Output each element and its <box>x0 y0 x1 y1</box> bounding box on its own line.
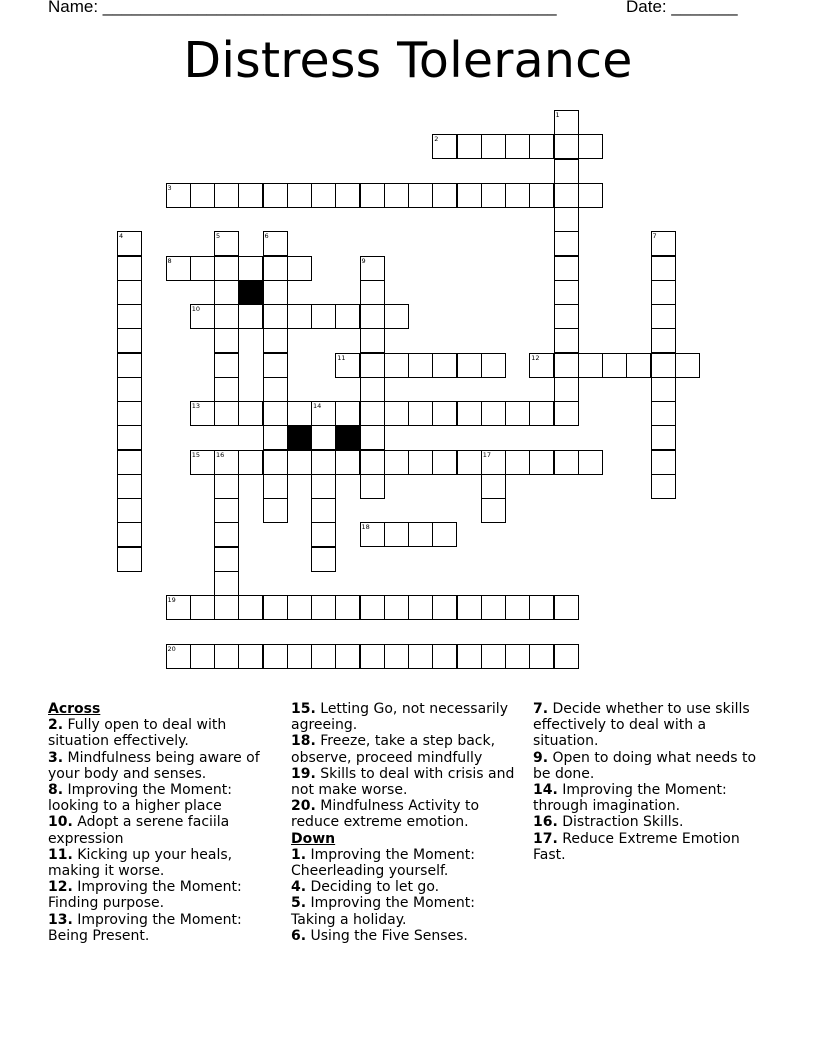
crossword-cell[interactable] <box>238 183 263 208</box>
crossword-cell[interactable] <box>432 522 457 547</box>
crossword-cell[interactable] <box>311 401 336 426</box>
clue-number-label: 19. <box>291 765 316 782</box>
crossword-cell[interactable] <box>554 110 579 135</box>
crossword-cell[interactable] <box>408 183 433 208</box>
crossword-cell[interactable] <box>263 425 288 450</box>
crossword-cell[interactable] <box>651 401 676 426</box>
crossword-cell[interactable] <box>117 450 142 475</box>
crossword-cell[interactable] <box>651 474 676 499</box>
crossword-cell[interactable] <box>505 644 530 669</box>
clue-item <box>291 798 523 830</box>
crossword-cell[interactable] <box>117 522 142 547</box>
crossword-cell[interactable] <box>384 353 409 378</box>
crossword-cell[interactable] <box>529 183 554 208</box>
crossword-cell[interactable] <box>360 256 385 281</box>
crossword-cell[interactable] <box>505 595 530 620</box>
clue-number-label: 6. <box>291 927 307 944</box>
crossword-cell[interactable] <box>287 183 312 208</box>
crossword-cell[interactable] <box>384 401 409 426</box>
crossword-cell[interactable] <box>554 231 579 256</box>
crossword-cell[interactable] <box>529 401 554 426</box>
down-heading: Down <box>291 830 336 847</box>
crossword-cell[interactable] <box>335 353 360 378</box>
crossword-cell[interactable] <box>481 450 506 475</box>
clue-item <box>291 879 523 895</box>
clue-text: Using the Five Senses. <box>306 927 468 944</box>
crossword-cell[interactable] <box>457 644 482 669</box>
crossword-cell[interactable] <box>166 256 191 281</box>
clue-text: Freeze, take a step back, observe, proceed mindfully <box>291 733 496 766</box>
crossword-cell[interactable] <box>529 134 554 159</box>
crossword-cell[interactable] <box>335 401 360 426</box>
crossword-cell[interactable] <box>117 498 142 523</box>
crossword-cell[interactable] <box>554 183 579 208</box>
crossword-cell[interactable] <box>190 401 215 426</box>
crossword-cell[interactable] <box>214 304 239 329</box>
crossword-cell[interactable] <box>287 450 312 475</box>
clue-text: Adopt a serene faciila expression <box>48 814 230 847</box>
clue-number-label: 1. <box>291 846 307 863</box>
crossword-cell[interactable] <box>214 401 239 426</box>
crossword-cell[interactable] <box>651 450 676 475</box>
clue-item <box>291 928 523 944</box>
crossword-cell[interactable] <box>432 134 457 159</box>
crossword-cell[interactable] <box>675 353 700 378</box>
clues-column-1 <box>48 701 280 944</box>
clue-text: Letting Go, not necessarily agreeing. <box>291 701 508 734</box>
crossword-cell[interactable] <box>263 450 288 475</box>
clue-number: 18 <box>361 523 370 532</box>
crossword-cell[interactable] <box>238 595 263 620</box>
clue-number-label: 15. <box>291 701 316 717</box>
clue-text: Open to doing what needs to be done. <box>533 749 757 782</box>
name-field-label: Name: ________________________________________________ <box>48 0 557 16</box>
crossword-cell[interactable] <box>529 450 554 475</box>
crossword-cell[interactable] <box>166 595 191 620</box>
page-title: Distress Tolerance <box>183 32 633 89</box>
crossword-cell[interactable] <box>360 183 385 208</box>
crossword-cell[interactable] <box>602 353 627 378</box>
crossword-cell[interactable] <box>238 450 263 475</box>
crossword-cell[interactable] <box>457 353 482 378</box>
clue-item <box>48 879 280 911</box>
crossword-cell[interactable] <box>190 450 215 475</box>
crossword-cell[interactable] <box>311 547 336 572</box>
crossword-cell[interactable] <box>481 353 506 378</box>
crossword-cell[interactable] <box>651 425 676 450</box>
clue-number-label: 10. <box>48 814 73 831</box>
crossword-cell[interactable] <box>554 401 579 426</box>
crossword-cell[interactable] <box>190 183 215 208</box>
crossword-cell[interactable] <box>117 401 142 426</box>
crossword-cell[interactable] <box>408 353 433 378</box>
crossword-cell[interactable] <box>505 134 530 159</box>
clue-item <box>48 717 280 749</box>
clue-item <box>533 814 765 830</box>
crossword-cell[interactable] <box>432 644 457 669</box>
crossword-cell[interactable] <box>263 353 288 378</box>
crossword-cell[interactable] <box>117 280 142 305</box>
crossword-cell[interactable] <box>360 280 385 305</box>
clue-text: Improving the Moment: through imagination. <box>533 782 727 815</box>
crossword-cell[interactable] <box>287 304 312 329</box>
crossword-cell[interactable] <box>360 595 385 620</box>
clue-number: 2 <box>434 135 439 144</box>
clue-text: Reduce Extreme Emotion Fast. <box>533 830 740 863</box>
clue-number: 7 <box>652 232 657 241</box>
crossword-cell[interactable] <box>263 256 288 281</box>
crossword-cell[interactable] <box>360 644 385 669</box>
crossword-cell[interactable] <box>311 522 336 547</box>
crossword-cell[interactable] <box>263 183 288 208</box>
crossword-cell[interactable] <box>263 498 288 523</box>
crossword-cell[interactable] <box>481 474 506 499</box>
clue-number-label: 16. <box>533 814 558 831</box>
clue-number: 1 <box>555 111 560 119</box>
crossword-cell[interactable] <box>408 595 433 620</box>
crossword-cell[interactable] <box>481 498 506 523</box>
crossword-cell[interactable] <box>117 547 142 572</box>
crossword-cell[interactable] <box>311 498 336 523</box>
across-clue-list-continued <box>291 701 523 831</box>
crossword-cell[interactable] <box>457 183 482 208</box>
crossword-cell[interactable] <box>287 595 312 620</box>
clue-number: 12 <box>531 353 540 362</box>
crossword-cell[interactable] <box>214 231 239 256</box>
date-field-label: Date: _______ <box>626 0 738 16</box>
crossword-cell[interactable] <box>214 183 239 208</box>
clue-number: 5 <box>216 232 221 241</box>
crossword-cell[interactable] <box>263 377 288 402</box>
crossword-cell[interactable] <box>554 280 579 305</box>
clue-text: Skills to deal with crisis and not make worse. <box>291 765 515 799</box>
clue-text: Improving the Moment: Taking a holiday. <box>291 895 475 928</box>
clue-number-label: 12. <box>48 879 73 896</box>
crossword-cell[interactable] <box>214 522 239 547</box>
crossword-cell[interactable] <box>432 450 457 475</box>
clue-text: Mindfulness Activity to reduce extreme emotion. <box>291 798 480 831</box>
crossword-cell[interactable] <box>529 595 554 620</box>
crossword-cell[interactable] <box>457 595 482 620</box>
crossword-cell[interactable] <box>651 377 676 402</box>
crossword-cell[interactable] <box>214 474 239 499</box>
clue-number: 11 <box>337 353 346 362</box>
clue-number: 14 <box>313 402 322 410</box>
clue-number: 16 <box>216 450 225 459</box>
crossword-cell[interactable] <box>166 644 191 669</box>
crossword-cell[interactable] <box>263 595 288 620</box>
crossword-cell[interactable] <box>287 644 312 669</box>
crossword-cell[interactable] <box>360 328 385 353</box>
crossword-cell[interactable] <box>481 183 506 208</box>
crossword-cell[interactable] <box>311 595 336 620</box>
clue-item <box>533 750 765 782</box>
clue-item <box>48 750 280 782</box>
crossword-cell[interactable] <box>408 644 433 669</box>
clue-number-label: 20. <box>291 798 316 815</box>
crossword-cell[interactable] <box>117 304 142 329</box>
crossword-cell[interactable] <box>408 522 433 547</box>
crossword-cell[interactable] <box>651 328 676 353</box>
crossword-cell[interactable] <box>190 595 215 620</box>
crossword-cell[interactable] <box>214 547 239 572</box>
clue-text: Kicking up your heals, making it worse. <box>48 846 233 880</box>
clue-item <box>48 814 280 846</box>
crossword-cell[interactable] <box>263 644 288 669</box>
clue-number: 13 <box>191 402 201 410</box>
crossword-cell[interactable] <box>360 377 385 402</box>
crossword-cell[interactable] <box>311 183 336 208</box>
crossword-cell[interactable] <box>384 644 409 669</box>
crossword-cell[interactable] <box>554 134 579 159</box>
across-heading: Across <box>48 701 101 717</box>
crossword-cell[interactable] <box>117 328 142 353</box>
crossword-cell[interactable] <box>117 256 142 281</box>
crossword-cell[interactable] <box>311 450 336 475</box>
crossword-cell[interactable] <box>263 401 288 426</box>
crossword-cell[interactable] <box>578 353 603 378</box>
clue-text: Mindfulness being aware of your body and senses. <box>48 749 260 782</box>
crossword-cell[interactable] <box>360 353 385 378</box>
clue-number: 4 <box>119 232 124 241</box>
crossword-cell[interactable] <box>432 353 457 378</box>
crossword-cell[interactable] <box>578 134 603 159</box>
clue-number: 20 <box>167 644 176 653</box>
crossword-cell[interactable] <box>408 450 433 475</box>
clue-number-label: 14. <box>533 782 558 799</box>
across-clue-list <box>48 717 280 944</box>
clue-item <box>291 847 523 879</box>
crossword-cell[interactable] <box>238 644 263 669</box>
down-clue-list-continued <box>533 701 765 863</box>
crossword-cell[interactable] <box>481 595 506 620</box>
crossword-cell[interactable] <box>432 595 457 620</box>
clue-number: 6 <box>264 232 269 241</box>
crossword-cell[interactable] <box>432 401 457 426</box>
crossword-cell[interactable] <box>651 353 676 378</box>
crossword-cell[interactable] <box>554 644 579 669</box>
clue-item <box>533 831 765 863</box>
clues-column-3 <box>533 701 765 863</box>
crossword-cell[interactable] <box>214 571 239 596</box>
crossword-cell[interactable] <box>263 328 288 353</box>
crossword-cell[interactable] <box>117 231 142 256</box>
clue-number-label: 2. <box>48 717 64 734</box>
clue-text: Improving the Moment: looking to a higher place <box>48 782 232 815</box>
crossword-cell[interactable] <box>384 522 409 547</box>
clue-number-label: 3. <box>48 749 64 766</box>
crossword-cell[interactable] <box>311 425 336 450</box>
crossword-cell[interactable] <box>578 183 603 208</box>
crossword-cell[interactable] <box>263 231 288 256</box>
crossword-cell[interactable] <box>117 474 142 499</box>
clue-number: 9 <box>361 256 366 265</box>
clue-item <box>291 895 523 927</box>
black-cell <box>238 280 263 305</box>
crossword-cell[interactable] <box>335 304 360 329</box>
crossword-cell[interactable] <box>214 328 239 353</box>
crossword-cell[interactable] <box>360 401 385 426</box>
clue-number-label: 9. <box>533 749 549 766</box>
clue-number: 19 <box>167 596 176 604</box>
crossword-cell[interactable] <box>190 644 215 669</box>
crossword-cell[interactable] <box>384 595 409 620</box>
crossword-cell[interactable] <box>529 644 554 669</box>
crossword-cell[interactable] <box>117 353 142 378</box>
crossword-cell[interactable] <box>214 595 239 620</box>
crossword-cell[interactable] <box>214 498 239 523</box>
clue-number: 3 <box>167 183 172 192</box>
crossword-cell[interactable] <box>481 401 506 426</box>
crossword-cell[interactable] <box>384 304 409 329</box>
crossword-cell[interactable] <box>651 256 676 281</box>
black-cell <box>287 425 312 450</box>
clue-number-label: 7. <box>533 701 549 717</box>
crossword-cell[interactable] <box>651 280 676 305</box>
crossword-cell[interactable] <box>190 256 215 281</box>
clue-number-label: 5. <box>291 895 307 912</box>
clue-item <box>48 782 280 814</box>
crossword-cell[interactable] <box>335 450 360 475</box>
clue-item <box>48 847 280 879</box>
crossword-cell[interactable] <box>360 522 385 547</box>
crossword-cell[interactable] <box>481 134 506 159</box>
clue-number-label: 4. <box>291 879 307 896</box>
crossword-cell[interactable] <box>335 644 360 669</box>
crossword-cell[interactable] <box>287 256 312 281</box>
clue-number-label: 11. <box>48 846 73 863</box>
crossword-cell[interactable] <box>554 328 579 353</box>
crossword-cell[interactable] <box>360 474 385 499</box>
crossword-cell[interactable] <box>214 450 239 475</box>
clue-text: Improving the Moment: Finding purpose. <box>48 879 242 912</box>
crossword-cell[interactable] <box>166 183 191 208</box>
crossword-cell[interactable] <box>505 401 530 426</box>
crossword-cell[interactable] <box>214 353 239 378</box>
crossword-cell[interactable] <box>311 304 336 329</box>
crossword-cell[interactable] <box>432 183 457 208</box>
crossword-cell[interactable] <box>287 401 312 426</box>
clue-item <box>291 733 523 765</box>
crossword-cell[interactable] <box>457 450 482 475</box>
clue-number-label: 8. <box>48 782 64 799</box>
clue-item <box>533 782 765 814</box>
crossword-cell[interactable] <box>335 595 360 620</box>
crossword-cell[interactable] <box>263 304 288 329</box>
crossword-cell[interactable] <box>214 280 239 305</box>
crossword-cell[interactable] <box>481 644 506 669</box>
crossword-cell[interactable] <box>214 256 239 281</box>
crossword-cell[interactable] <box>554 207 579 232</box>
clue-number-label: 13. <box>48 911 73 928</box>
crossword-cell[interactable] <box>529 353 554 378</box>
clue-text: Improving the Moment: Being Present. <box>48 911 242 944</box>
clue-text: Distraction Skills. <box>557 814 684 831</box>
crossword-cell[interactable] <box>238 256 263 281</box>
crossword-cell[interactable] <box>360 304 385 329</box>
clue-number: 15 <box>191 450 201 459</box>
clue-number: 8 <box>167 256 172 265</box>
clue-text: Fully open to deal with situation effectively. <box>48 717 227 750</box>
crossword-cell[interactable] <box>626 353 651 378</box>
crossword-cell[interactable] <box>505 183 530 208</box>
clue-item <box>291 701 523 733</box>
crossword-cell[interactable] <box>117 425 142 450</box>
clue-number: 17 <box>482 450 492 459</box>
crossword-cell[interactable] <box>311 644 336 669</box>
clue-text: Deciding to let go. <box>306 879 440 896</box>
crossword-cell[interactable] <box>651 231 676 256</box>
clues-column-2 <box>291 701 523 944</box>
crossword-cell[interactable] <box>554 159 579 184</box>
crossword-cell[interactable] <box>214 377 239 402</box>
clue-number-label: 17. <box>533 830 558 847</box>
crossword-cell[interactable] <box>408 401 433 426</box>
crossword-cell[interactable] <box>311 474 336 499</box>
crossword-cell[interactable] <box>554 450 579 475</box>
clue-item <box>48 912 280 944</box>
crossword-cell[interactable] <box>554 377 579 402</box>
clue-number-label: 18. <box>291 733 316 750</box>
crossword-cell[interactable] <box>214 644 239 669</box>
crossword-cell[interactable] <box>505 450 530 475</box>
clue-item <box>533 701 765 750</box>
crossword-cell[interactable] <box>238 401 263 426</box>
clue-text: Improving the Moment: Cheerleading yourself. <box>291 846 475 880</box>
crossword-cell[interactable] <box>554 304 579 329</box>
crossword-cell[interactable] <box>384 450 409 475</box>
crossword-cell[interactable] <box>457 134 482 159</box>
crossword-cell[interactable] <box>117 377 142 402</box>
crossword-cell[interactable] <box>457 401 482 426</box>
crossword-cell[interactable] <box>384 183 409 208</box>
clue-text: Decide whether to use skills effectively to deal with a situation. <box>533 701 750 750</box>
down-clue-list <box>291 847 523 944</box>
clue-item <box>291 766 523 798</box>
black-cell <box>335 425 360 450</box>
crossword-cell[interactable] <box>578 450 603 475</box>
crossword-cell[interactable] <box>190 304 215 329</box>
crossword-cell[interactable] <box>263 474 288 499</box>
crossword-cell[interactable] <box>238 304 263 329</box>
crossword-cell[interactable] <box>360 425 385 450</box>
clue-number: 10 <box>191 305 201 313</box>
crossword-cell[interactable] <box>554 595 579 620</box>
crossword-cell[interactable] <box>554 353 579 378</box>
crossword-cell[interactable] <box>263 280 288 305</box>
crossword-cell[interactable] <box>360 450 385 475</box>
crossword-cell[interactable] <box>651 304 676 329</box>
crossword-cell[interactable] <box>554 256 579 281</box>
crossword-cell[interactable] <box>335 183 360 208</box>
